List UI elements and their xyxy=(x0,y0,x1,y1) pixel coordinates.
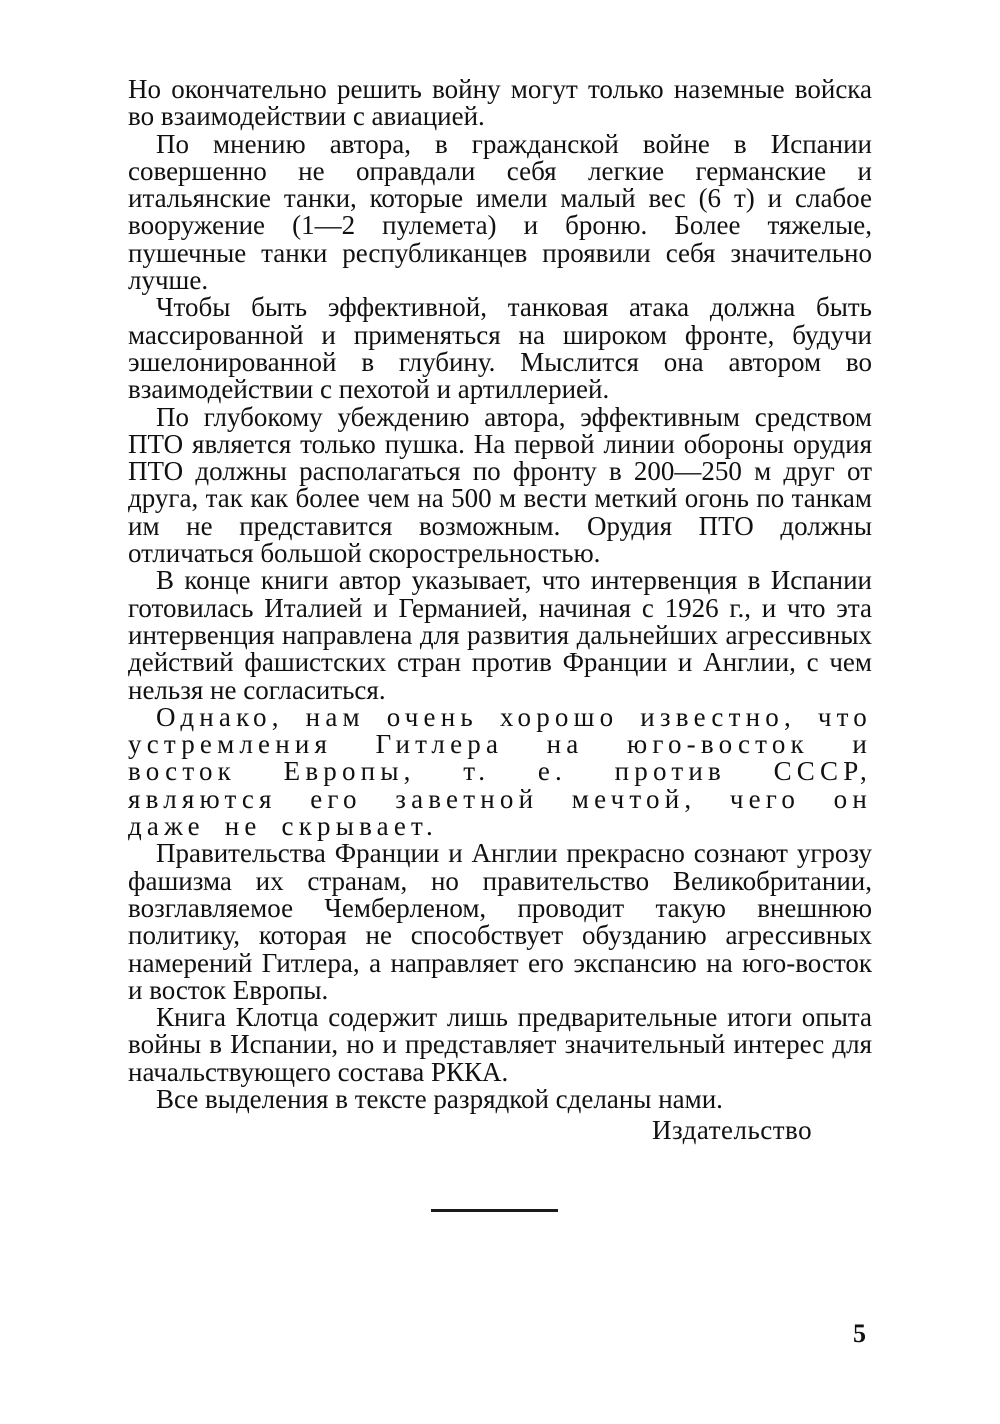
paragraph-emphasis-note: Все выделения в тексте разрядкой сделаны нами. xyxy=(156,1083,723,1114)
paragraph-intervention: В конце книги автор указывает, что интервенция в Испании готовилась Италией и Германией, начиная с 1926 г., и что эта интервенция направлена для развития дальнейших агрессивных действий фашистских стран против Франции и Англии, с чем нельзя не согласиться. xyxy=(128,565,872,705)
paragraph-anti-tank-defense: По глубокому убеждению автора, эффективным средством ПТО является только пушка. На первой линии обороны орудия ПТО должны располагаться по фронту в 200—250 м друг от друга, так как более чем на 500 м вести меткий огонь по танкам им не представится возможным. Орудия ПТО должны отличаться большой скорострельностью. xyxy=(128,401,872,569)
publisher-imprint: Издательство xyxy=(652,1115,813,1145)
section-divider xyxy=(431,1209,558,1212)
paragraph-ground-forces: Но окончательно решить войну могут только наземные войска во взаимодействии с авиацией. xyxy=(128,74,872,132)
paragraph-book-interest: Книга Клотца содержит лишь предварительные итоги опыта войны в Испании, но и представляет значительный интерес для начальствующего состава РККА. xyxy=(128,1002,872,1087)
paragraph-tank-attack: Чтобы быть эффективной, танковая атака должна быть массированной и применяться на широком фронте, будучи эшелонированной в глубину. Мыслится она автором во взаимодействии с пехотой и артиллерией. xyxy=(128,292,872,405)
body-text xyxy=(128,76,872,1113)
paragraph-tanks-assessment: По мнению автора, в гражданской войне в Испании совершенно не оправдали себя легкие германские и итальянские танки, которые имели малый вес (6 т) и слабое вооружение (1—2 пулемета) и броню. Более тяжелые, пушечные танки республиканцев проявили себя значительно лучше. xyxy=(128,128,872,296)
page-number: 5 xyxy=(853,1319,866,1348)
paragraph-governments: Правительства Франции и Англии прекрасно сознают угрозу фашизма их странам, но правительство Великобритании, возглавляемое Чемберленом, проводит такую внешнюю политику, которая не способствует обузданию агрессивных намерений Гитлера, а направляет его экспансию на юго-восток и восток Европы. xyxy=(128,838,872,1005)
paragraph-emphasized-hitler: Однако, нам очень хорошо известно, что устремления Гитлера на юго-восток и восток Европы, т. е. против СССР, являются его заветной мечтой, чего он даже не скрывает. xyxy=(128,701,872,842)
